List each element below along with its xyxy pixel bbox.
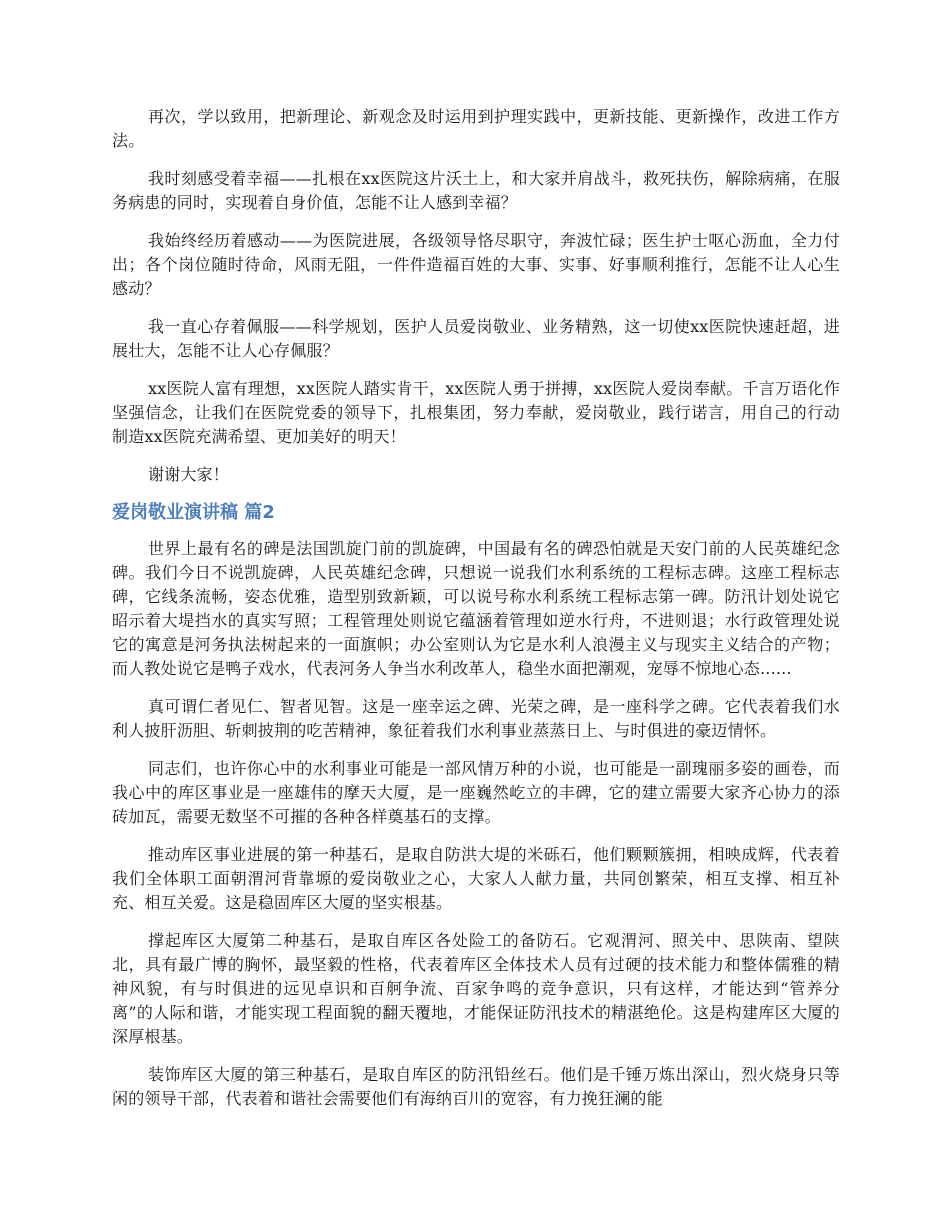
closing-thanks: 谢谢大家！	[148, 465, 230, 484]
paragraph: 装饰库区大厦的第三种基石，是取自库区的防汛铅丝石。他们是千锤万炼出深山，烈火烧身只等闲的领导干部，代表着和谐社会需要他们有海纳百川的宽容，有力挽狂澜的能	[112, 1065, 840, 1108]
paragraph: 我时刻感受着幸福——扎根在xx医院这片沃土上，和大家并肩战斗，救死扶伤，解除病痛，在服务病患的同时，实现着自身价值，怎能不让人感到幸福？	[112, 169, 840, 212]
paragraph: 我始终经历着感动——为医院进展，各级领导恪尽职守，奔波忙碌；医生护士呕心沥血，全力付出；各个岗位随时待命，风雨无阻，一件件造福百姓的大事、实事、好事顺利推行，怎能不让人心生感动？	[112, 231, 840, 298]
paragraph: 世界上最有名的碑是法国凯旋门前的凯旋碑，中国最有名的碑恐怕就是天安门前的人民英雄纪念碑。我们今日不说凯旋碑，人民英雄纪念碑，只想说一说我们水利系统的工程标志碑。这座工程标志碑，它线条流畅，姿态优雅，造型别致新颖，可以说号称水利系统工程标志第一碑。防汛计划处说它昭示着大堤挡水的真实写照；工程管理处则说它蕴涵着管理如逆水行舟，不进则退；水行政管理处说它的寓意是河务执法树起来的一面旗帜；办公室则认为它是水利人浪漫主义与现实主义结合的产物；而人教处说它是鸭子戏水，代表河务人争当水利改革人，稳坐水面把潮观，宠辱不惊地心态......	[112, 539, 840, 678]
section-heading: 爱岗敬业演讲稿 篇2	[112, 502, 275, 523]
paragraph: 我一直心存着佩服——科学规划，医护人员爱岗敬业、业务精熟，这一切使xx医院快速赶超，进展壮大，怎能不让人心存佩服？	[112, 317, 840, 360]
paragraph: 撑起库区大厦第二种基石，是取自库区各处险工的备防石。它观渭河、照关中、思陕南、望陕北，具有最广博的胸怀，最坚毅的性格，代表着库区全体技术人员有过硬的技术能力和整体儒雅的精神风貌，有与时俱进的远见卓识和百舸争流、百家争鸣的竞争意识，只有这样，才能达到“管养分离”的人际和谐，才能实现工程面貌的翻天覆地，才能保证防汛技术的精湛绝伦。这是构建库区大厦的深厚根基。	[112, 931, 840, 1046]
document-page	[112, 105, 840, 1125]
paragraph: 推动库区事业进展的第一种基石，是取自防洪大堤的米砾石，他们颗颗簇拥，相映成辉，代表着我们全体职工面朝渭河背靠塬的爱岗敬业之心，大家人人献力量，共同创繁荣，相互支撑、相互补充、相互关爱。这是稳固库区大厦的坚实根基。	[112, 845, 840, 912]
paragraph: 同志们，也许你心中的水利事业可能是一部风情万种的小说，也可能是一副瑰丽多姿的画卷，而我心中的库区事业是一座雄伟的摩天大厦，是一座巍然屹立的丰碑，它的建立需要大家齐心协力的添砖加瓦，需要无数坚不可摧的各种各样奠基石的支撑。	[112, 759, 840, 826]
paragraph: 真可谓仁者见仁、智者见智。这是一座幸运之碑、光荣之碑，是一座科学之碑。它代表着我们水利人披肝沥胆、斩刺披荆的吃苦精神，象征着我们水利事业蒸蒸日上、与时俱进的豪迈情怀。	[112, 697, 840, 740]
paragraph: xx医院人富有理想，xx医院人踏实肯干，xx医院人勇于拼搏，xx医院人爱岗奉献。千言万语化作坚强信念，让我们在医院党委的领导下，扎根集团，努力奉献，爱岗敬业，践行诺言，用自己的行动制造xx医院充满希望、更加美好的明天！	[112, 379, 840, 446]
paragraph: 再次，学以致用，把新理论、新观念及时运用到护理实践中，更新技能、更新操作，改进工作方法。	[112, 107, 840, 150]
